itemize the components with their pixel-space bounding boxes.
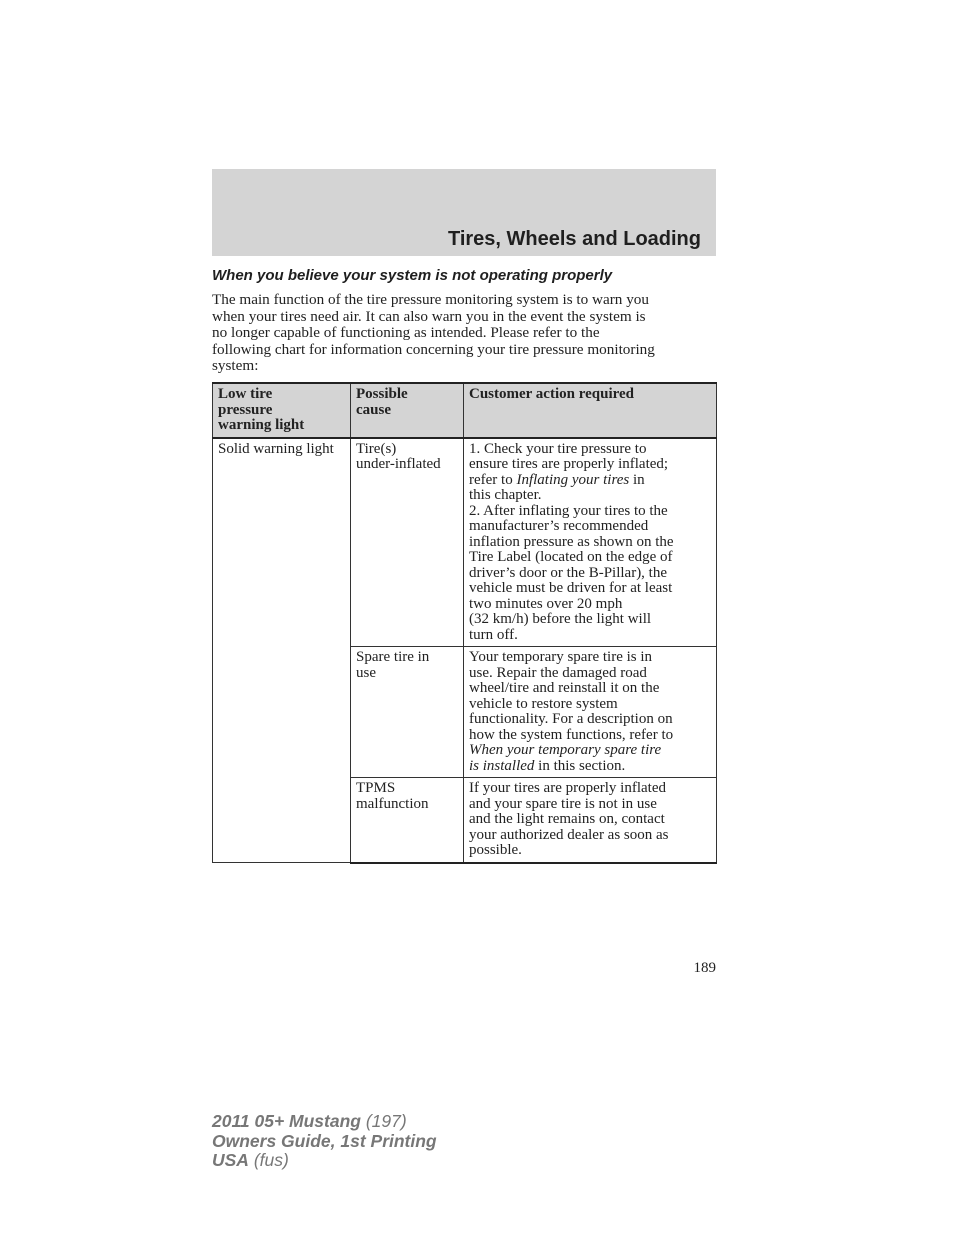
header-possible-cause: Possible cause [351, 383, 464, 438]
table-row [213, 438, 717, 647]
header-customer-action: Customer action required [464, 383, 717, 438]
intro-line: no longer capable of functioning as intended. Please refer to the [212, 324, 600, 341]
action-cell: If your tires are properly inflated and your spare tire is not in use and the light remains on, contact your authorized dealer as soon as possible. [464, 778, 717, 863]
action-cell: 1. Check your tire pressure to ensure tires are properly inflated; refer to Inflating your tires in this chapter. 2. After inflating your tires to the manufacturer’s recommended inflation pressure as shown on the Tire Label (located on the edge of driver’s door or the B-Pillar), the vehicle must be driven for at least two minutes over 20 mph (32 km/h) before the light will turn off. [464, 438, 717, 647]
tpms-troubleshooting-table [212, 382, 717, 864]
action-cell: Your temporary spare tire is in use. Repair the damaged road wheel/tire and reinstall it on the vehicle to restore system functionality. For a description on how the system functions, refer to When your temporary spare tire is installed in this section. [464, 647, 717, 778]
cross-reference: is installed [469, 757, 535, 774]
document-footer: 2011 05+ Mustang (197) Owners Guide, 1st Printing USA (fus) [212, 1111, 437, 1170]
cross-reference: Inflating your tires [516, 471, 630, 488]
table-header-row [213, 383, 717, 438]
cause-cell: TPMS malfunction [351, 778, 464, 863]
chapter-header-band [212, 169, 716, 256]
intro-line: system: [212, 357, 259, 374]
cause-cell: Spare tire in use [351, 647, 464, 778]
section-heading: When you believe your system is not operating properly [212, 267, 613, 284]
intro-line: when your tires need air. It can also warn you in the event the system is [212, 307, 646, 325]
page-number: 189 [693, 960, 716, 976]
warning-light-cell: Solid warning light [213, 438, 351, 863]
chapter-title: Tires, Wheels and Loading [447, 228, 701, 250]
intro-paragraph [212, 292, 716, 375]
intro-line: following chart for information concerning your tire pressure monitoring [212, 340, 655, 358]
cause-cell: Tire(s) under-inflated [351, 438, 464, 647]
header-warning-light: Low tire pressure warning light [213, 383, 351, 438]
cross-reference: When your temporary spare tire [469, 742, 662, 758]
intro-line: The main function of the tire pressure monitoring system is to warn you [212, 291, 649, 308]
